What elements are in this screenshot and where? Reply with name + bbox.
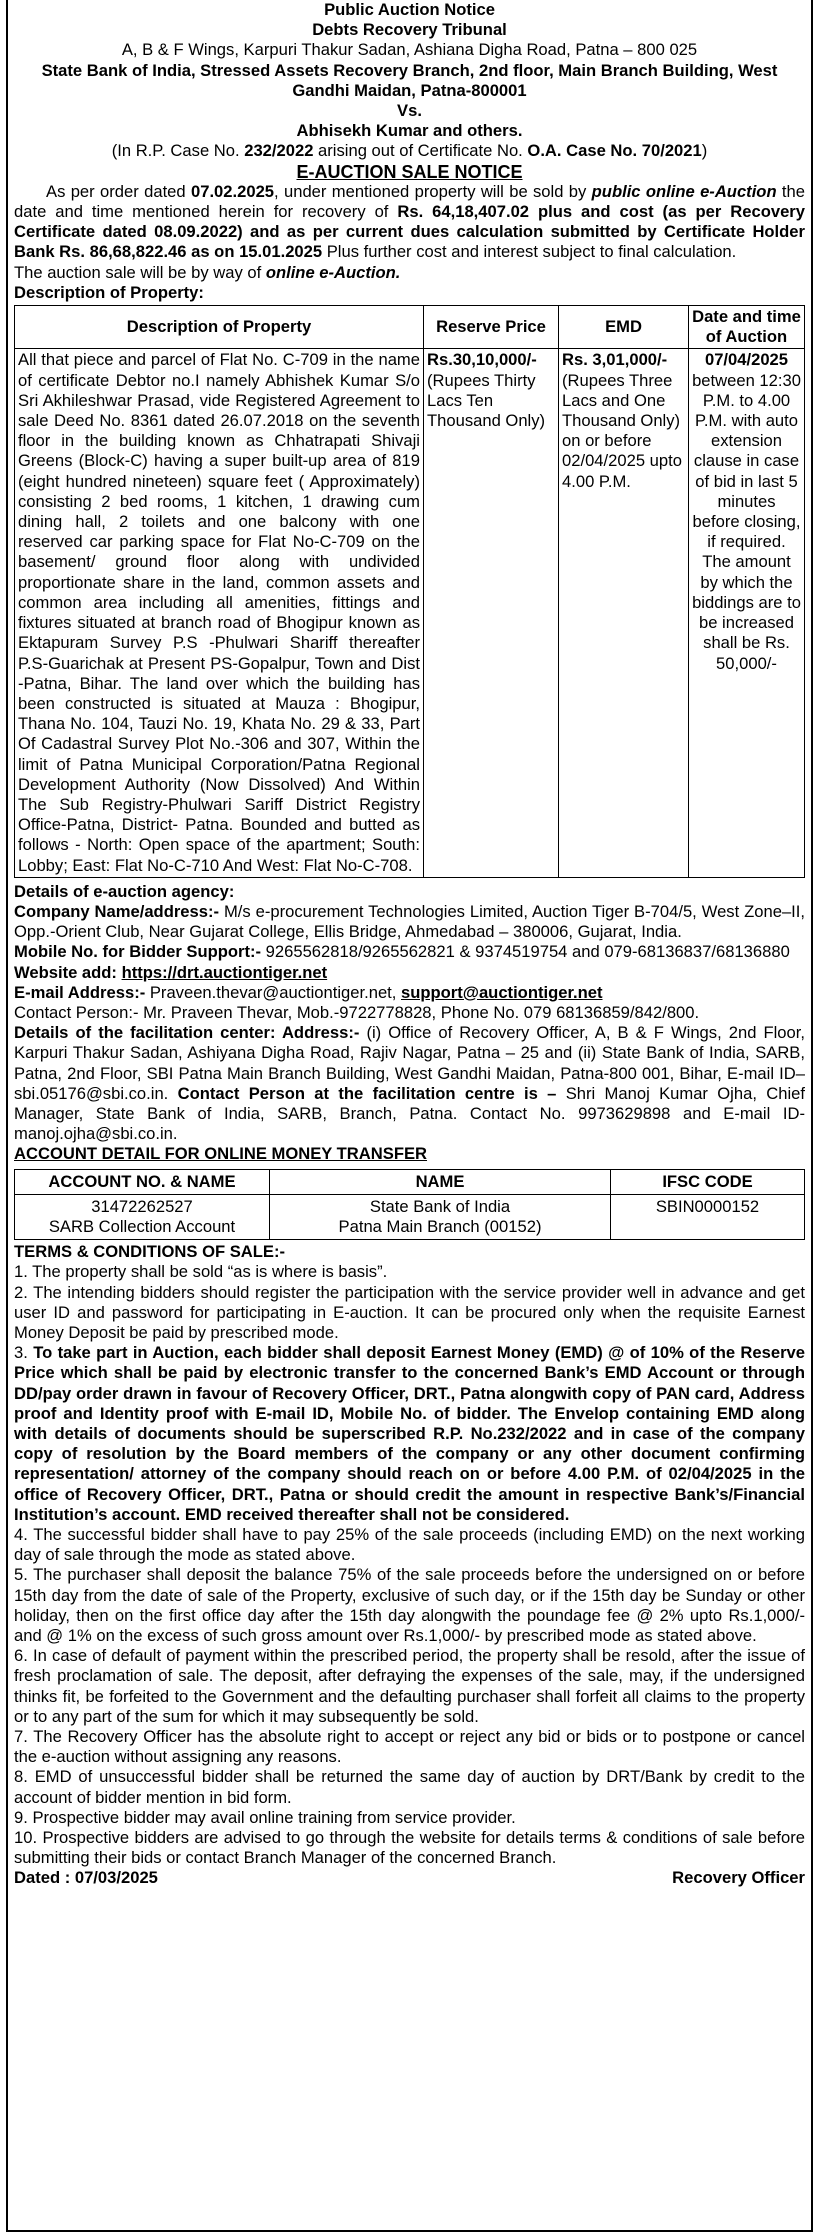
col-reserve-price: Reserve Price — [424, 306, 559, 349]
agency-email: E-mail Address:- Praveen.thevar@auctiontiger.net, support@auctiontiger.net — [14, 982, 603, 1002]
tribunal-name: Debts Recovery Tribunal — [312, 20, 507, 40]
signatory: Recovery Officer — [672, 1868, 805, 1888]
agency-heading: Details of e-auction agency: — [14, 881, 235, 901]
notice-paragraph: As per order dated 07.02.2025, under mentioned property will be sold by public online e-Auction the date and time mentioned herein for recovery of Rs. 64,18,407.02 plus and cost (as per Recovery Certificate dated 08.09.2022) and as per current dues calculation submitted by Certificate Holder Bank Rs. 86,68,822.46 as on 15.01.2025 Plus further cost and interest subject to final calculation. — [14, 181, 806, 262]
term-7: 7. The Recovery Officer has the absolute right to accept or reject any bid or bids or to postpone or cancel the e-auction without assigning any reasons. — [14, 1727, 805, 1767]
account-table — [14, 1169, 805, 1241]
term-2: 2. The intending bidders should register the participation with the service provider well in advance and get user ID and password for participating in E-auction. It can be procured only when the requisite Earnest Money Deposit be paid by prescribed mode. — [14, 1282, 805, 1342]
dated: Dated : 07/03/2025 — [14, 1868, 158, 1888]
table-row — [15, 1194, 805, 1239]
col-description: Description of Property — [15, 306, 424, 349]
account-header-row — [15, 1169, 805, 1194]
bank-branch: State Bank of India Patna Main Branch (00152) — [270, 1194, 611, 1239]
emd-amount: Rs. 3,01,000/- (Rupees Three Lacs and One Thousand Only) on or before 02/04/2025 upto 4.00 P.M. — [559, 349, 689, 877]
facilitation-center: Details of the facilitation center: Address:- (i) Office of Recovery Officer, A, B & F Wings, 2nd Floor, Karpuri Thakur Sadan, Ashiyana Digha Road, Rajiv Nagar, Patna – 25 and (ii) State Bank of India, SARB, Patna, 2nd Floor, SBI Patna Main Branch Building, West Gandhi Maidan, Patna-800 001, Bihar, E-mail ID–sbi.05176@sbi.co.in. Contact Person at the facilitation centre is – Shri Manoj Kumar Ojha, Chief Manager, State Bank of India, SARB, Branch, Patna. Contact No. 9973629898 and E-mail ID-manoj.ojha@sbi.co.in. — [14, 1023, 805, 1144]
property-description: All that piece and parcel of Flat No. C-709 in the name of certificate Debtor no.I namely Abhishek Kumar S/o Sri Akhileshwar Prasad, vide Registered Agreement to sale Deed No. 8361 dated 26.07.2018 on the seventh floor in the building known as Chhatrapati Shivaji Greens (Block-C) having a super built-up area of 819 (eight hundred nineteen) square feet ( Approximately) consisting 2 bed rooms, 1 kitchen, 1 drawing cum dining hall, 2 toilets and one balcony with one reserved car parking space for Flat No-C-709 on the basement/ ground floor along with undivided proportionate share in the land, common assets and common area including all amenities, fittings and fixtures situated at branch road of Bhogipur known as Ektapuram Survey P.S -Phulwari Shariff thereafter P.S-Guarichak at Present PS-Gopalpur, Town and Dist -Patna, Bihar. The land over which the building has been constructed is situated at Mauza : Bhogipur, Thana No. 104, Tauzi No. 19, Khata No. 29 & 33, Part Of Cadastral Survey Plot No.-306 and 307, Within the limit of Patna Municipal Corporation/Patna Regional Development Authority (Now Dissolved) And Within The Sub Registry-Phulwari Sariff District Registry Office-Patna, District- Patna. Bounded and butted as follows - North: Open space of the apartment; South: Lobby; East: Flat No-C-710 And West: Flat No-C-708. — [15, 349, 424, 877]
col-name: NAME — [270, 1169, 611, 1194]
property-table — [14, 305, 805, 878]
term-4: 4. The successful bidder shall have to pay 25% of the sale proceeds (including EMD) on the next working day of sale through the mode as stated above. — [14, 1525, 805, 1565]
account-number: 31472262527 SARB Collection Account — [15, 1194, 270, 1239]
terms-heading: TERMS & CONDITIONS OF SALE:- — [14, 1242, 286, 1262]
tribunal-address: A, B & F Wings, Karpuri Thakur Sadan, Ashiana Digha Road, Patna – 800 025 — [121, 40, 698, 60]
col-account-no: ACCOUNT NO. & NAME — [15, 1169, 270, 1194]
versus: Vs. — [397, 101, 422, 121]
footer — [14, 1868, 805, 1888]
notice-type: Public Auction Notice — [324, 0, 495, 19]
col-emd: EMD — [559, 306, 689, 349]
ifsc-code: SBIN0000152 — [611, 1194, 805, 1239]
defendant: Abhisekh Kumar and others. — [296, 121, 523, 141]
auction-date: 07/04/2025 between 12:30 P.M. to 4.00 P.M. with auto extension clause in case of bid in last 5 minutes before closing, if required. The amount by which the biddings are to be increased shall be Rs. 50,000/- — [689, 349, 805, 877]
account-heading: ACCOUNT DETAIL FOR ONLINE MONEY TRANSFER — [14, 1144, 428, 1164]
term-1: 1. The property shall be sold “as is where is basis”. — [14, 1262, 388, 1282]
agency-contact: Contact Person:- Mr. Praveen Thevar, Mob.-9722778828, Phone No. 079 68136859/842/800. — [14, 1002, 700, 1022]
agency-website: Website add: https://drt.auctiontiger.net — [14, 962, 328, 982]
agency-mobile: Mobile No. for Bidder Support:- 9265562818/9265562821 & 9374519754 and 079-68136837/68136880 — [14, 942, 790, 962]
description-heading: Description of Property: — [14, 282, 204, 302]
notice-title: E-AUCTION SALE NOTICE — [296, 161, 523, 182]
term-3: 3. To take part in Auction, each bidder shall deposit Earnest Money (EMD) @ of 10% of the Reserve Price which shall be paid by electronic transfer to the concerned Bank’s EMD Account or through DD/pay order drawn in favour of Recovery Officer, DRT., Patna alongwith copy of PAN card, Address proof and Identity proof with E-mail ID, Mobile No. of bidder. The Envelop containing EMD along with details of documents should be superscribed R.P. No.232/2022 and in case of the company copy of resolution by the Board members of the company or any other document confirming representation/ attorney of the company should reach on or before 4.00 P.M. of 02/04/2025 in the office of Recovery Officer, DRT., Patna or should credit the amount in respective Bank’s/Financial Institution’s account. EMD received thereafter shall not be considered. — [14, 1343, 806, 1524]
table-row — [15, 349, 805, 877]
term-9: 9. Prospective bidder may avail online training from service provider. — [14, 1807, 516, 1827]
case-reference: (In R.P. Case No. 232/2022 arising out of Certificate No. O.A. Case No. 70/2021) — [111, 141, 708, 161]
reserve-price: Rs.30,10,000/- (Rupees Thirty Lacs Ten Thousand Only) — [424, 349, 559, 877]
term-6: 6. In case of default of payment within the prescribed period, the property shall be resold, after the issue of fresh proclamation of sale. The deposit, after defraying the expenses of the sale, may, if the undersigned thinks fit, be forfeited to the Government and the defaulting purchaser shall forfeit all claims to the property or to any part of the sum for which it may subsequently be sold. — [14, 1646, 805, 1726]
agency-company: Company Name/address:- M/s e-procurement Technologies Limited, Auction Tiger B-704/5, West Zone–II, Opp.-Orient Club, Near Gujarat College, Ellis Bridge, Ahmedabad – 380006, Gujarat, India. — [14, 901, 805, 942]
col-auction-date: Date and time of Auction — [689, 306, 805, 349]
table-header-row — [15, 306, 805, 349]
col-ifsc: IFSC CODE — [611, 1169, 805, 1194]
bank-name: State Bank of India, Stressed Assets Recovery Branch, 2nd floor, Main Branch Building, West Gandhi Maidan, Patna-800001 — [41, 60, 778, 100]
auction-mode: The auction sale will be by way of online e-Auction. — [14, 262, 401, 282]
support-email-link[interactable]: support@auctiontiger.net — [401, 982, 603, 1002]
term-8: 8. EMD of unsuccessful bidder shall be returned the same day of auction by DRT/Bank by credit to the account of bidder mention in bid form. — [14, 1767, 805, 1807]
auction-notice — [6, 0, 813, 2232]
term-10: 10. Prospective bidders are advised to go through the website for details terms & conditions of sale before submitting their bids or contact Branch Manager of the concerned Branch. — [14, 1828, 805, 1868]
term-5: 5. The purchaser shall deposit the balance 75% of the sale proceeds before the undersigned on or before 15th day from the date of sale of the Property, exclusive of such day, or if the 15th day be Sunday or other holiday, then on the first office day after the 15th day alongwith the poundage fee @ 2% upto Rs.1,000/- and @ 1% on the excess of such gross amount over Rs.1,000/- by prescribed mode as stated above. — [14, 1565, 805, 1646]
website-link[interactable]: https://drt.auctiontiger.net — [121, 962, 328, 982]
